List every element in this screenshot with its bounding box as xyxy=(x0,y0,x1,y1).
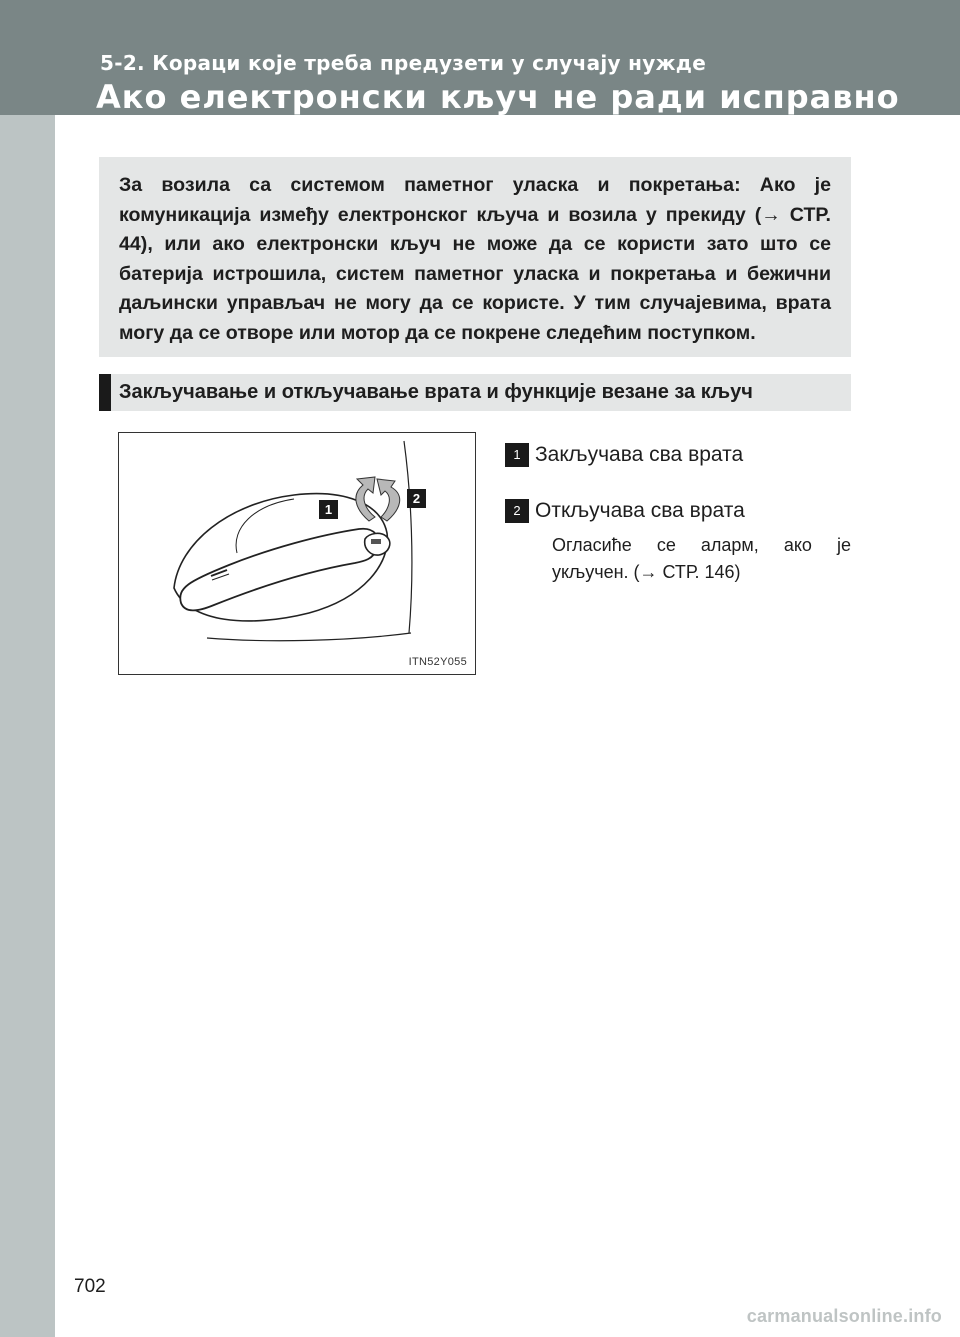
step-number-badge: 2 xyxy=(505,499,529,523)
page-title: Ако електронски кључ не ради исправно xyxy=(96,78,900,116)
step-number-badge: 1 xyxy=(505,443,529,467)
intro-text: За возила са системом паметног уласка и покретања: Ако је комуникација између електронског кључа и возила у прекиду (→ СТР. 44), или ако електронски кључ не може да се користи зато што се батерија истрошила, систем паметног уласка и покретања и бежични даљински управљач не могу да се користе. У тим случајевима, врата могу да се отворе или мотор да се покрене следећим поступком. xyxy=(119,174,831,344)
alarm-note: Огласиће се аларм, ако је укључен. (→ СТР. 146) xyxy=(552,535,851,582)
header-band xyxy=(0,0,960,115)
callout-1: 1 xyxy=(319,500,338,519)
intro-box xyxy=(99,157,851,357)
section-subheading: Закључавање и откључавање врата и функције везане за кључ xyxy=(99,374,851,411)
image-code: ITN52Y055 xyxy=(408,656,467,668)
watermark: carmanualsonline.info xyxy=(746,1306,942,1326)
side-strip xyxy=(0,0,55,1337)
page-number: 702 xyxy=(74,1276,106,1297)
step-lock xyxy=(505,443,743,467)
step-unlock xyxy=(505,499,745,523)
callout-2: 2 xyxy=(407,489,426,508)
door-handle-illustration xyxy=(118,432,476,675)
step-text: Откључава сва врата xyxy=(535,499,745,522)
door-handle-drawing xyxy=(119,433,474,673)
step-text: Закључава сва врата xyxy=(535,443,744,466)
section-label: 5-2. Кораци које треба предузети у случају нужде xyxy=(100,51,707,75)
